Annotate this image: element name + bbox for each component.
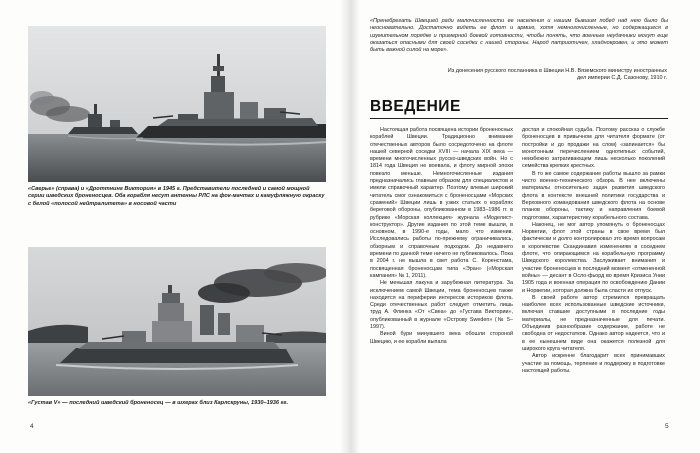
paragraph: Настоящая работа посвящена истории броненосных кораблей Швеции. Традиционно внимание отечественных авторов было сосредоточено на флоте нашей северной соседки XVIII — начала XIX века — времени многочисленных русско-шведских войн. Но с 1814 года Швеция не воевала, и флоту мирной эпохи повезло меньше. Немногочисленные издания предназначались главным образом для специалистов и имели справочный характер. Поэтому влевые широкий читатель смог ознакомиться с броненосцами «Морских сражений» Швеции лишь в узких статьях о кораблях береговой обороны, опубликованном в 1983–1986 гг. в рубрике «Морская коллекция» журнала «Моделист-конструктор». Другие издания по этой теме вышли, в основном, в 1990-е годы, мало что изменив. Исследовались работы по-прежнему ограничивались, обзорным и справочным подходом. До недавнего времени по данной теме ничего не публиковалось. Пока в 2004 г. не вышла в свет работа С. Коренстама, посвященная броненосцам типа «Эран» («Морская кампания» № 1, 2011). [370,127,513,279]
epigraph: «Пренебрегать Швецией ради малочисленности ее населения и нашим бывшим побед над нею было бы неосновательно. Достаточно видеть ее флот и армию, хотя немногочисленные, но содержащиеся в изумительном порядке и примерной боевой готовности, чтобы понять, что военные неудачники могут еще оказаться опасными для своей соседки с нашей стороны. Народ патриотичен, хладнокровен, и это может быть важной силой на море». [370,18,668,54]
paragraph: Виной бури минувшего века обошли стороной Швецию, и ее корабли выпала [370,331,513,345]
paragraph: В своей работе автор стремился превращать наиболее всех использованные шведские источники, включая ставшие доступными в последние годы материалы, не предназначенные для печати. Объединив разнообразие содержание, работе не свободна от недостатков. Однако автор надеется, что и в ее нынешнем виде она окажется полезной для широкого круга читателя. [522,294,665,352]
paragraph: Не меньшая лакуна и зарубежная литература. За исключением самой Швеции, тема броненосцев также находится на периферии интересов историков флота. Среди отечественных работ следует отметить лишь труд А. Флинка «От «Свеа» до «Густава Виктории», опубликованный в журнале «Острову Sweden» (№ 5–1997). [370,280,513,331]
paragraph: Автор искренне благодарит всех принимавших участие за помощь, терпение и поддержку в подготовке настоящей работы. [522,353,665,374]
photo-2-caption: «Густав V» — последний шведский броненосец — в шхерах близ Карлскруны, 1930–1936 гг. [28,400,289,406]
paragraph: достая и спокойная судьба. Поэтому рассказ о службе броненосцев в привычном для читателя формате (от постройки и до продажи на слом) «запинается» бы монотонным перечислением однотипных событий, неизбежно затрагивающем лишь несколько поколений семейства крепких крестных. [522,127,665,170]
text-column-2 [522,127,665,375]
title-divider [370,118,668,119]
book-gutter [340,0,360,453]
epigraph-attribution: Из донесения русского посланника в Швеции Н.В. Вяземского министру иностранных дел империи С.Д. Сазонову, 1910 г. [447,68,667,82]
text-column-1 [370,127,513,346]
page-number-left: 4 [30,423,34,430]
paragraph: Наконец, не мог автор упомянуть о броненосцах Норвегии, флот этой страны в свое время был фактически и долго контролировал это время вопросам в королевстве Скандинавия изменениям в соседнем флоте, что опирающимся на корабельную программу Шведского королевства. Заслуживает внимания и участие броненосцев в последний момент «отмененной войны» — десант в Осло-фьорд во время Кризиса Унии 1905 года и военная операция по освобождению Дании и Норвегии, которая должна была спасти их отпуск. [522,221,665,294]
photo-battleships-sverige-drottning-victoria [28,26,326,182]
page-number-right: 5 [665,423,669,430]
photo-battleship-gustav-v [28,247,326,396]
section-title: ВВЕДЕНИЕ [370,98,461,115]
paragraph: В то же самое содержание работы вышло за рамки чисто военно-технического обзора. В нее включены материалы относительно задач развития шведского флота в контексте внешней политики государства и Верховного командования шведского флота на основе планов обороны, тактику и направления боевой подготовки, характеристику корабельного состава. [522,170,665,221]
photo-1-caption: «Сверье» (справа) и «Дроттнинг Виктория» в 1945 г. Представители последней и самой мощной серии шведских броненосцев. Оба корабля несут антенны РЛС на фок-мачтах и камуфляжную окраску с белой «полосой нейтралитета» в носовой части [28,186,325,207]
